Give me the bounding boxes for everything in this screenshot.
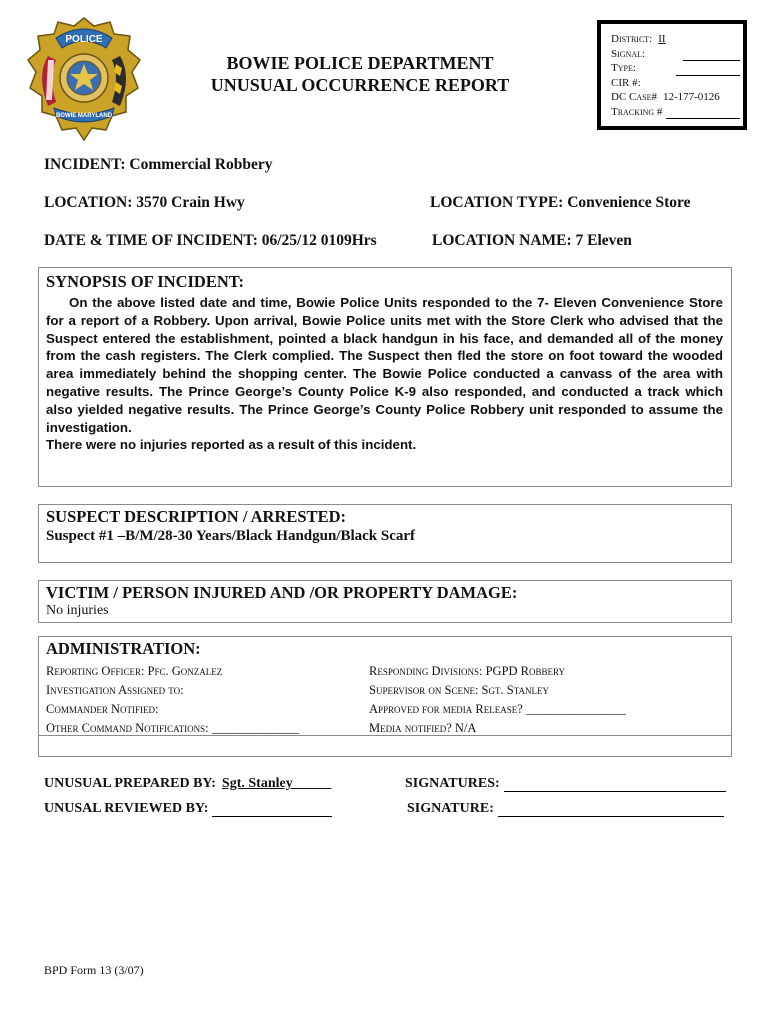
district-row	[611, 32, 740, 47]
reviewed-by-row	[44, 801, 332, 817]
type-label: Type:	[611, 62, 636, 74]
supervisor-on-scene: Supervisor on Scene: Sgt. Stanley	[369, 683, 549, 697]
location-type-field: LOCATION TYPE: Convenience Store	[430, 194, 691, 211]
badge-top-text: POLICE	[65, 34, 103, 45]
dc-case-label: DC Case#	[611, 91, 657, 103]
dc-case-value: 12-177-0126	[662, 91, 720, 103]
police-badge-logo	[26, 16, 142, 144]
commander-notified: Commander Notified:	[46, 702, 159, 716]
suspect-description: Suspect #1 –B/M/28-30 Years/Black Handgun/Black Scarf	[46, 528, 416, 544]
signal-label: Signal:	[611, 47, 646, 60]
suspect-section	[38, 504, 732, 563]
department-name: BOWIE POLICE DEPARTMENT	[226, 53, 494, 73]
prepared-by-row	[44, 776, 331, 792]
signal-row	[611, 47, 740, 62]
victim-title: VICTIM / PERSON INJURED AND /OR PROPERTY DAMAGE:	[46, 583, 518, 602]
suspect-title: SUSPECT DESCRIPTION / ARRESTED:	[46, 507, 346, 526]
case-info-box	[597, 20, 747, 130]
reporting-officer: Reporting Officer: Pfc. Gonzalez	[46, 664, 223, 678]
signatures-row	[405, 776, 726, 792]
media-release: Approved for media Release? ________________	[369, 702, 626, 716]
synopsis-section	[38, 267, 732, 487]
synopsis-title: SYNOPSIS OF INCIDENT:	[46, 272, 245, 291]
administration-left-column	[46, 662, 299, 738]
other-command-notifications: Other Command Notifications: ______________	[46, 721, 300, 735]
signal-blank	[683, 49, 740, 61]
district-label: District:	[611, 33, 653, 45]
synopsis-body	[46, 294, 723, 454]
location-name-field: LOCATION NAME: 7 Eleven	[432, 232, 632, 249]
prepared-by-label: UNUSUAL PREPARED BY:	[44, 776, 216, 791]
tracking-row	[611, 105, 740, 120]
signature-label: SIGNATURE:	[407, 801, 494, 816]
administration-divider	[39, 735, 731, 736]
report-header	[180, 52, 540, 96]
reviewed-by-label: UNUSAL REVIEWED BY:	[44, 801, 209, 816]
tracking-blank	[666, 107, 740, 119]
datetime-field: DATE & TIME OF INCIDENT: 06/25/12 0109Hrs	[44, 232, 377, 249]
dc-case-row	[611, 90, 740, 105]
victim-description: No injuries	[46, 603, 109, 618]
signature-row	[407, 801, 724, 817]
district-value: II	[658, 33, 666, 45]
synopsis-paragraph: On the above listed date and time, Bowie Police Units responded to the 7- Eleven Convenience Store for a report of a Robbery. Upon arrival, Bowie Police units met with the Store Clerk who advised that the Suspect entered the establishment, pointed a black handgun in his face, and demanded all of the money from the cash registers. The Clerk complied. The Suspect then fled the store on foot toward the wooded area immediately behind the shopping center. The Bowie Police conducted a canvass of the area with negative results. The Prince George’s County Police K-9 also responded, and conducted a track which also yielded negative results. The Prince George’s County Police Robbery unit responded to assume the investigation.	[46, 295, 723, 435]
incident-field: INCIDENT: Commercial Robbery	[44, 156, 273, 173]
signatures-line	[504, 777, 726, 792]
form-id-footer: BPD Form 13 (3/07)	[44, 963, 144, 977]
media-notified: Media notified? N/A	[369, 721, 477, 735]
type-row	[611, 61, 740, 76]
report-title: UNUSUAL OCCURRENCE REPORT	[210, 75, 510, 95]
tracking-label: Tracking #	[611, 105, 663, 118]
signature-line	[498, 802, 724, 817]
prepared-by-value: Sgt. Stanley _____	[221, 776, 332, 791]
type-blank	[676, 64, 740, 76]
victim-section	[38, 580, 732, 623]
administration-title: ADMINISTRATION:	[46, 639, 201, 658]
reviewed-by-line	[212, 802, 332, 817]
responding-divisions: Responding Divisions: PGPD Robbery	[369, 664, 566, 678]
synopsis-closing: There were no injuries reported as a result of this incident.	[46, 437, 417, 453]
administration-right-column	[369, 662, 626, 738]
cir-label: CIR #:	[611, 76, 641, 89]
badge-bottom-text: BOWIE MARYLAND	[55, 113, 113, 119]
cir-row	[611, 76, 740, 91]
investigation-assigned: Investigation Assigned to:	[46, 683, 184, 697]
administration-section	[38, 636, 732, 757]
signatures-label: SIGNATURES:	[405, 776, 500, 791]
location-field: LOCATION: 3570 Crain Hwy	[44, 194, 245, 211]
